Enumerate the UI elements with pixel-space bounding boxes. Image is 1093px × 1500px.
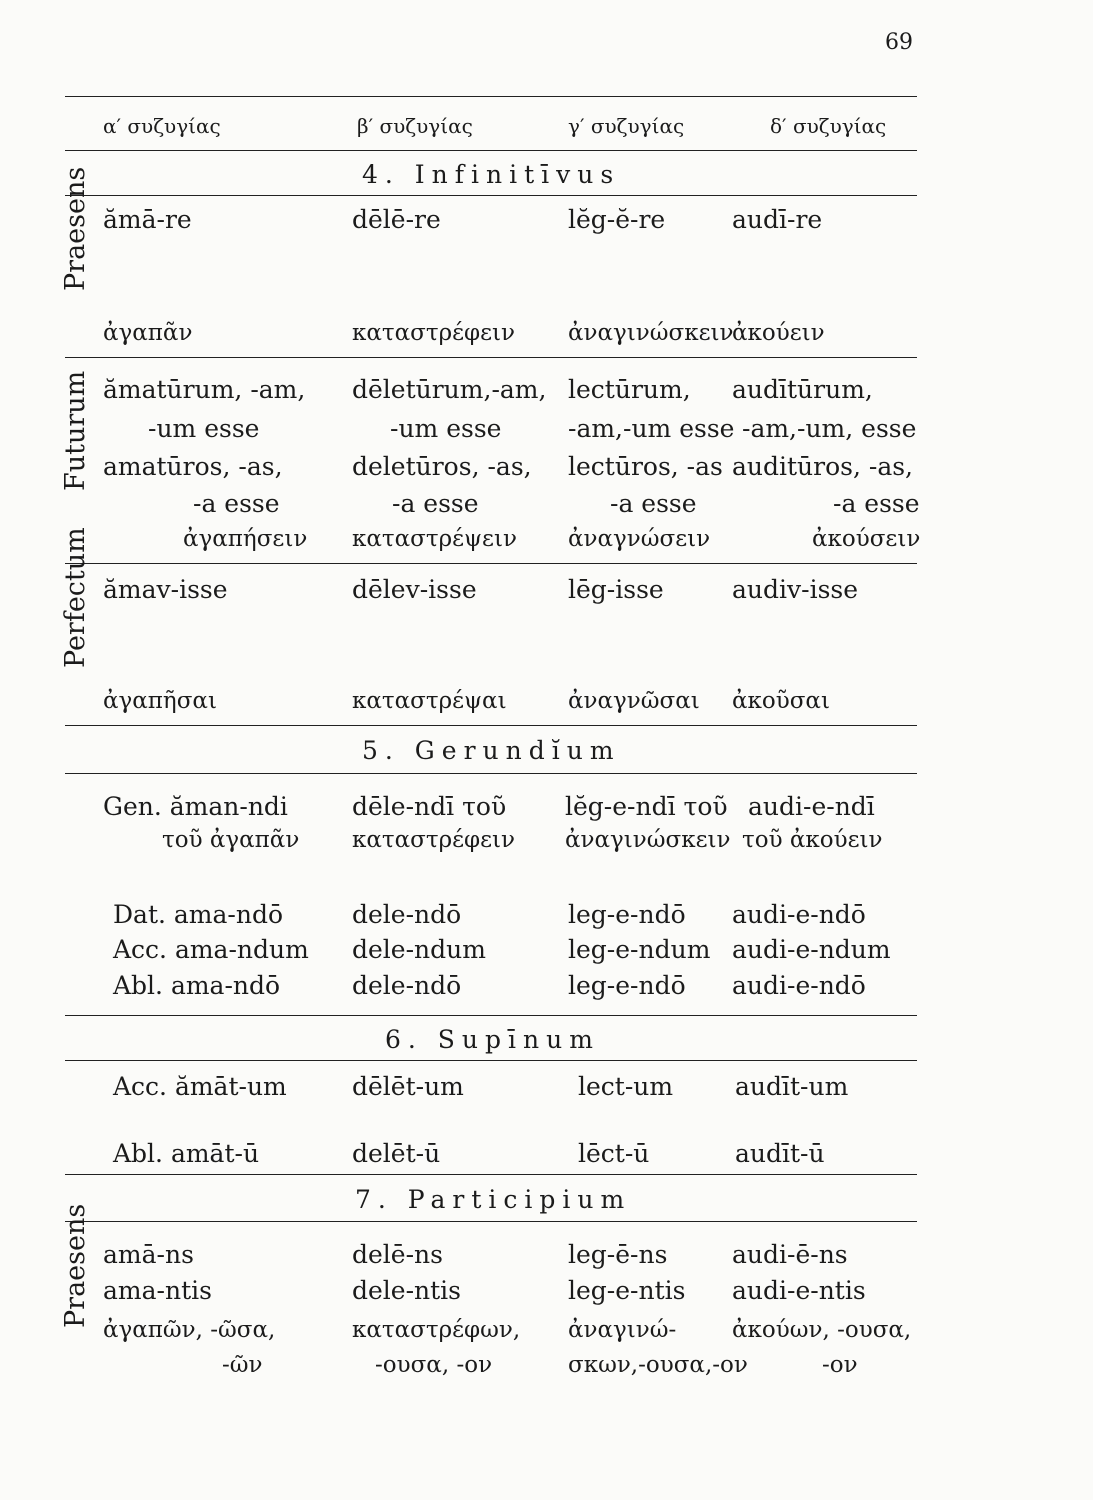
inf-futurum-l1-2: dēletūrum,-am, xyxy=(352,375,547,404)
rule xyxy=(65,1174,917,1175)
header-col4: δ′ συζυγίας xyxy=(770,114,887,138)
rule xyxy=(65,725,917,726)
sup-abl-4: audīt-ū xyxy=(735,1139,825,1168)
inf-futurum-l2-2: -um esse xyxy=(390,414,502,443)
part-g2-1: -ῶν xyxy=(222,1352,263,1378)
part-l1-1: amā-ns xyxy=(103,1240,194,1269)
inf-praesens-lat-2: dēlē-re xyxy=(352,205,441,234)
sup-abl-2: delēt-ū xyxy=(352,1139,441,1168)
part-l2-1: ama-ntis xyxy=(103,1276,212,1305)
sup-abl-3: lēct-ū xyxy=(578,1139,650,1168)
part-l2-2: dele-ntis xyxy=(352,1276,462,1305)
inf-perfectum-grk-3: ἀναγνῶσαι xyxy=(568,688,700,714)
inf-futurum-l3-3: lectūros, -as xyxy=(568,452,723,481)
ger-gen-lat-3: lĕg-e-ndī τοῦ xyxy=(565,792,728,821)
inf-praesens-grk-3: ἀναγινώσκειν xyxy=(568,320,734,346)
part-g1-3: ἀναγινώ- xyxy=(568,1317,677,1343)
ger-dat-3: leg-e-ndō xyxy=(568,900,686,929)
ger-acc-1: Acc. ama-ndum xyxy=(113,935,309,964)
part-g2-4: -ον xyxy=(822,1352,858,1378)
inf-futurum-grk-4: ἀκούσειν xyxy=(812,526,921,552)
page-number: 69 xyxy=(885,30,913,55)
inf-futurum-l4-1: -a esse xyxy=(193,489,280,518)
ger-acc-2: dele-ndum xyxy=(352,935,486,964)
part-l1-2: delē-ns xyxy=(352,1240,443,1269)
inf-perfectum-lat-2: dēlev-isse xyxy=(352,575,477,604)
header-col2: β′ συζυγίας xyxy=(357,114,473,138)
ger-dat-2: dele-ndō xyxy=(352,900,462,929)
inf-praesens-lat-4: audī-re xyxy=(732,205,823,234)
ger-gen-grk-2: καταστρέφειν xyxy=(352,827,516,853)
ger-gen-lat-1: Gen. ăman-ndi xyxy=(103,792,288,821)
inf-futurum-l4-2: -a esse xyxy=(392,489,479,518)
rule xyxy=(65,150,917,151)
inf-perfectum-lat-4: audiv-isse xyxy=(732,575,859,604)
ger-abl-3: leg-e-ndō xyxy=(568,971,686,1000)
section-title-gerundium: 5. Gerundĭum xyxy=(362,736,621,765)
section-title-infinitivus: 4. Infinitīvus xyxy=(362,160,621,189)
part-g2-3: σκων,-ουσα,-ον xyxy=(568,1352,748,1378)
ger-gen-grk-4: τοῦ ἀκούειν xyxy=(742,827,883,853)
ger-gen-lat-4: audi-e-ndī xyxy=(748,792,875,821)
sup-acc-1: Acc. ămāt-um xyxy=(113,1072,287,1101)
inf-perfectum-grk-4: ἀκοῦσαι xyxy=(732,688,830,714)
rule xyxy=(65,1015,917,1016)
inf-praesens-grk-2: καταστρέφειν xyxy=(352,320,516,346)
rule xyxy=(65,1221,917,1222)
inf-futurum-l3-4: auditūros, -as, xyxy=(732,452,914,481)
part-l2-3: leg-e-ntis xyxy=(568,1276,686,1305)
header-col3: γ′ συζυγίας xyxy=(568,114,685,138)
rule xyxy=(65,563,917,564)
inf-futurum-l3-1: amatūros, -as, xyxy=(103,452,283,481)
inf-futurum-grk-2: καταστρέψειν xyxy=(352,526,517,552)
inf-futurum-l2-1: -um esse xyxy=(148,414,260,443)
inf-futurum-l2-3: -am,-um esse xyxy=(568,414,735,443)
inf-futurum-l4-4: -a esse xyxy=(833,489,920,518)
section-title-supinum: 6. Supīnum xyxy=(385,1025,600,1054)
inf-futurum-l4-3: -a esse xyxy=(610,489,697,518)
side-label-praesens: Praesens xyxy=(60,166,91,291)
rule xyxy=(65,1060,917,1061)
ger-abl-2: dele-ndō xyxy=(352,971,462,1000)
rule xyxy=(65,195,917,196)
part-l1-4: audi-ē-ns xyxy=(732,1240,848,1269)
side-label-part-praesens: Praesens xyxy=(60,1203,91,1328)
side-label-perfectum: Perfectum xyxy=(60,527,91,668)
ger-abl-1: Abl. ama-ndō xyxy=(113,971,281,1000)
part-l1-3: leg-ē-ns xyxy=(568,1240,668,1269)
ger-gen-grk-1: τοῦ ἀγαπᾶν xyxy=(162,827,300,853)
inf-futurum-l3-2: deletūros, -as, xyxy=(352,452,532,481)
inf-futurum-grk-3: ἀναγνώσειν xyxy=(568,526,711,552)
rule xyxy=(65,773,917,774)
inf-futurum-l1-4: audītūrum, xyxy=(732,375,873,404)
inf-perfectum-lat-3: lēg-isse xyxy=(568,575,664,604)
sup-abl-1: Abl. amāt-ū xyxy=(113,1139,260,1168)
sup-acc-3: lect-um xyxy=(578,1072,674,1101)
inf-perfectum-grk-2: καταστρέψαι xyxy=(352,688,507,714)
ger-abl-4: audi-e-ndō xyxy=(732,971,866,1000)
inf-futurum-l2-4: -am,-um, esse xyxy=(742,414,917,443)
side-label-futurum: Futurum xyxy=(60,370,91,491)
sup-acc-2: dēlēt-um xyxy=(352,1072,464,1101)
ger-acc-4: audi-e-ndum xyxy=(732,935,891,964)
inf-futurum-grk-1: ἀγαπήσειν xyxy=(183,526,308,552)
ger-dat-1: Dat. ama-ndō xyxy=(113,900,284,929)
inf-praesens-lat-1: ămā-re xyxy=(103,205,192,234)
inf-perfectum-grk-1: ἀγαπῆσαι xyxy=(103,688,217,714)
ger-gen-grk-3: ἀναγινώσκειν xyxy=(565,827,731,853)
header-col1: α′ συζυγίας xyxy=(103,114,221,138)
part-g1-4: ἀκούων, -ουσα, xyxy=(732,1317,912,1343)
ger-gen-lat-2: dēle-ndī τοῦ xyxy=(352,792,507,821)
ger-dat-4: audi-e-ndō xyxy=(732,900,866,929)
inf-perfectum-lat-1: ămav-isse xyxy=(103,575,228,604)
part-g1-1: ἀγαπῶν, -ῶσα, xyxy=(103,1317,276,1343)
rule xyxy=(65,96,917,97)
inf-futurum-l1-1: ămatūrum, -am, xyxy=(103,375,306,404)
inf-praesens-grk-4: ἀκούειν xyxy=(732,320,825,346)
part-l2-4: audi-e-ntis xyxy=(732,1276,866,1305)
inf-futurum-l1-3: lectūrum, xyxy=(568,375,691,404)
ger-acc-3: leg-e-ndum xyxy=(568,935,711,964)
rule xyxy=(65,357,917,358)
part-g1-2: καταστρέφων, xyxy=(352,1317,521,1343)
inf-praesens-lat-3: lĕg-ĕ-re xyxy=(568,205,666,234)
sup-acc-4: audīt-um xyxy=(735,1072,849,1101)
section-title-participium: 7. Participium xyxy=(355,1185,632,1214)
inf-praesens-grk-1: ἀγαπᾶν xyxy=(103,320,193,346)
part-g2-2: -ουσα, -ον xyxy=(375,1352,493,1378)
